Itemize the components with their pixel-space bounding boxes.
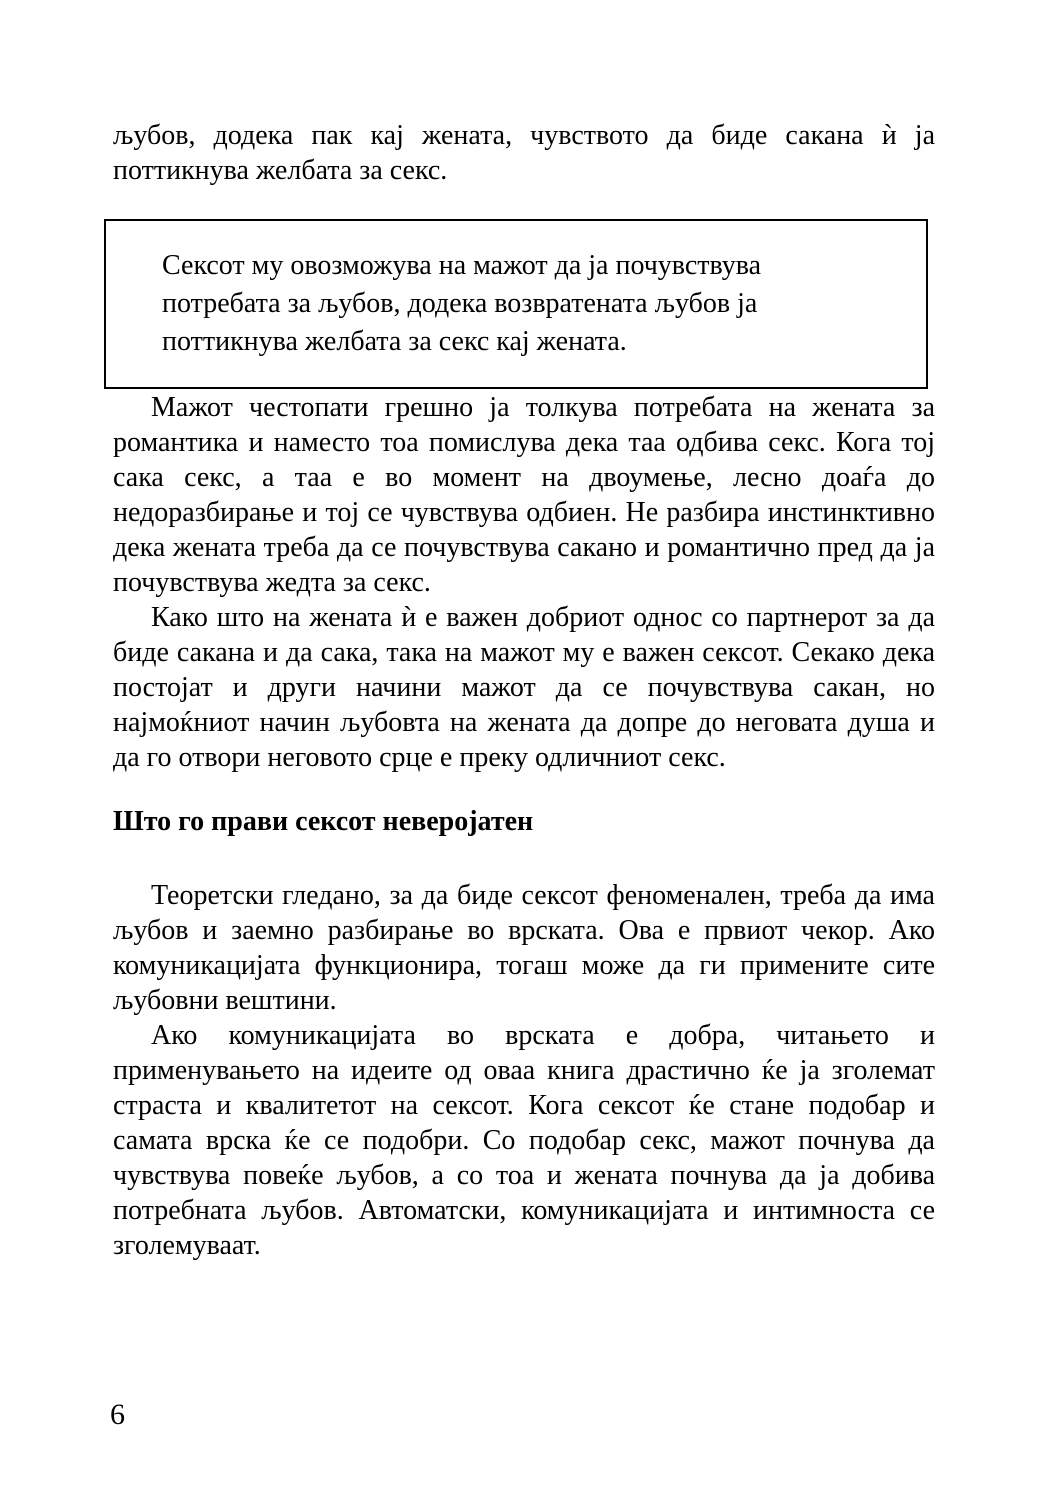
- paragraph: Ако комуникацијата во врската е добра, читањето и применувањето на идеите од оваа книга драстично ќе ја зголемат страста и квалитетот на сексот. Кога сексот ќе стане подобар и самата врска ќе се подобри. Со подобар секс, мажот почнува да чувствува повеќе љубов, а со тоа и жената почнува да ја добива потребната љубов. Автоматски, комуникацијата и интимноста се зголемуваат.: [113, 1020, 935, 1261]
- intro-paragraph: љубов, додека пак кај жената, чувството да биде сакана ѝ ја поттикнува желбата за секс.: [113, 120, 935, 186]
- paragraph: Теоретски гледано, за да биде сексот феноменален, треба да има љубов и заемно разбирање во врската. Ова е првиот чекор. Ако комуникацијата функционира, тогаш може да ги примените сите љубовни вештини.: [113, 880, 935, 1016]
- body-section-1: [113, 390, 935, 775]
- paragraph: Како што на жената ѝ е важен добриот однос со партнерот за да биде сакана и да сака, така на мажот му е важен сексот. Секако дека постојат и други начини мажот да се почувствува сакан, но најмоќниот начин љубовта на жената да допре до неговата душа и да го отвори неговото срце е преку одличниот секс.: [113, 602, 935, 773]
- section-heading: Што го прави сексот неверојатен: [113, 806, 534, 837]
- page-number: 6: [110, 1398, 125, 1431]
- quote-box: Сексот му овозможува на мажот да ја почувствува потребата за љубов, додека возвратената љубов ја поттикнува желбата за секс кај жената.: [104, 219, 928, 389]
- body-section-2: [113, 878, 935, 1263]
- paragraph: Мажот честопати грешно ја толкува потребата на жената за романтика и наместо тоа помислува дека таа одбива секс. Кога тој сака секс, а таа е во момент на двоумење, лесно доаѓа до недоразбирање и тој се чувствува одбиен. Не разбира инстинктивно дека жената треба да се почувствува сакано и романтично пред да ја почувствува жедта за секс.: [113, 392, 935, 598]
